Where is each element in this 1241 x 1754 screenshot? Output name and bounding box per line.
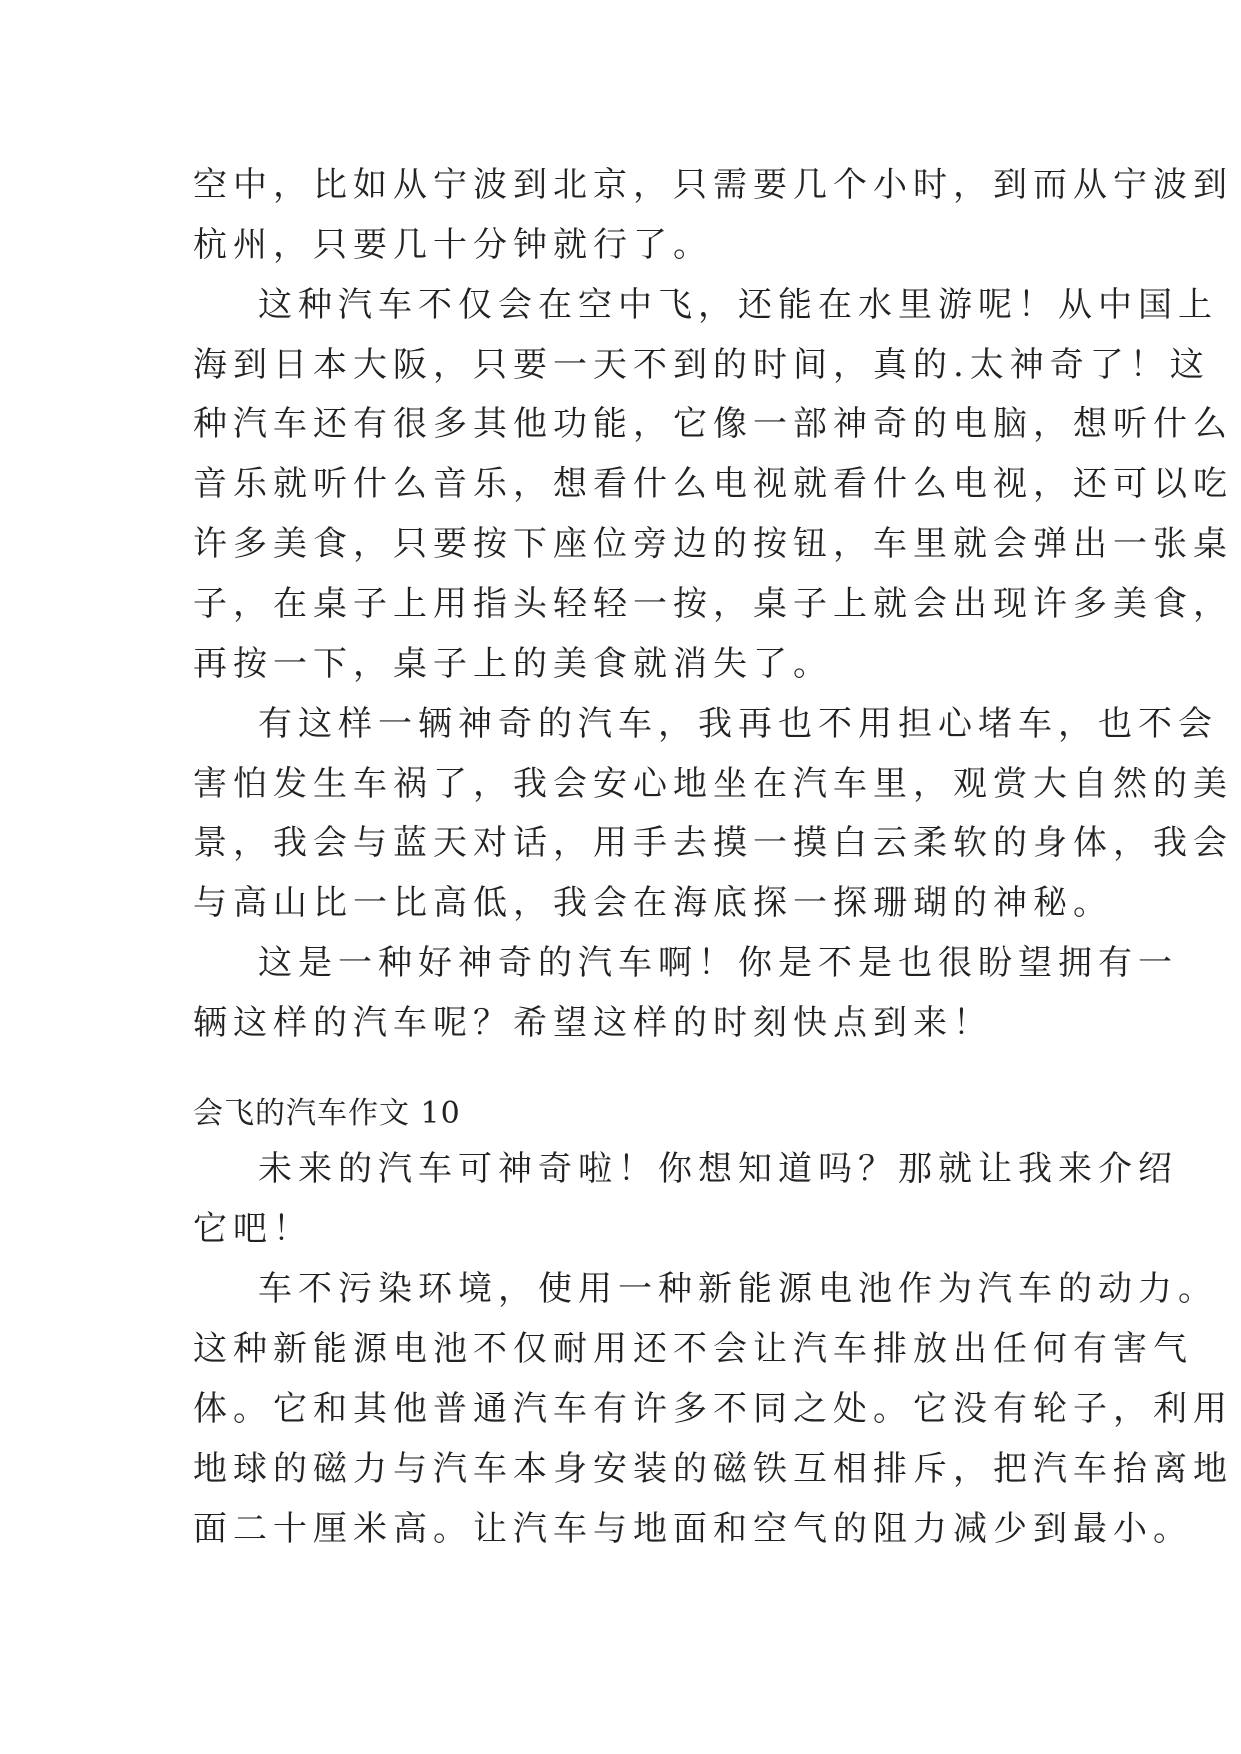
paragraph-first-line: 这种汽车不仅会在空中飞，还能在水里游呢！从中国上 <box>258 285 1218 325</box>
body-line: 许多美食，只要按下座位旁边的按钮，车里就会弹出一张桌 <box>193 524 1233 564</box>
body-line: 杭州，只要几十分钟就行了。 <box>193 225 713 265</box>
body-line: 音乐就听什么音乐，想看什么电视就看什么电视，还可以吃 <box>193 464 1233 504</box>
body-line: 与高山比一比高低，我会在海底探一探珊瑚的神秘。 <box>193 883 1113 923</box>
body-line: 子，在桌子上用指头轻轻一按，桌子上就会出现许多美食， <box>193 584 1233 624</box>
body-line: 地球的磁力与汽车本身安装的磁铁互相排斥，把汽车抬离地 <box>193 1449 1233 1489</box>
body-line: 海到日本大阪，只要一天不到的时间，真的.太神奇了！这 <box>193 345 1210 385</box>
body-line: 再按一下，桌子上的美食就消失了。 <box>193 644 833 684</box>
body-line: 这种新能源电池不仅耐用还不会让汽车排放出任何有害气 <box>193 1329 1193 1369</box>
paragraph-first-line: 这是一种好神奇的汽车啊！你是不是也很盼望拥有一 <box>258 943 1178 983</box>
body-line: 种汽车还有很多其他功能，它像一部神奇的电脑，想听什么 <box>193 404 1233 444</box>
paragraph-first-line: 有这样一辆神奇的汽车，我再也不用担心堵车，也不会 <box>258 704 1218 744</box>
paragraph-first-line: 车不污染环境，使用一种新能源电池作为汽车的动力。 <box>258 1269 1218 1309</box>
body-line: 面二十厘米高。让汽车与地面和空气的阻力减少到最小。 <box>193 1509 1193 1549</box>
body-line: 体。它和其他普通汽车有许多不同之处。它没有轮子，利用 <box>193 1389 1233 1429</box>
section-heading: 会飞的汽车作文 10 <box>193 1096 461 1131</box>
body-line: 辆这样的汽车呢？希望这样的时刻快点到来！ <box>193 1003 993 1043</box>
body-line: 害怕发生车祸了，我会安心地坐在汽车里，观赏大自然的美 <box>193 764 1233 804</box>
paragraph-first-line: 未来的汽车可神奇啦！你想知道吗？那就让我来介绍 <box>258 1149 1178 1189</box>
body-line: 空中，比如从宁波到北京，只需要几个小时，到而从宁波到 <box>193 165 1233 205</box>
body-line: 它吧！ <box>193 1209 313 1249</box>
body-line: 景，我会与蓝天对话，用手去摸一摸白云柔软的身体，我会 <box>193 823 1233 863</box>
